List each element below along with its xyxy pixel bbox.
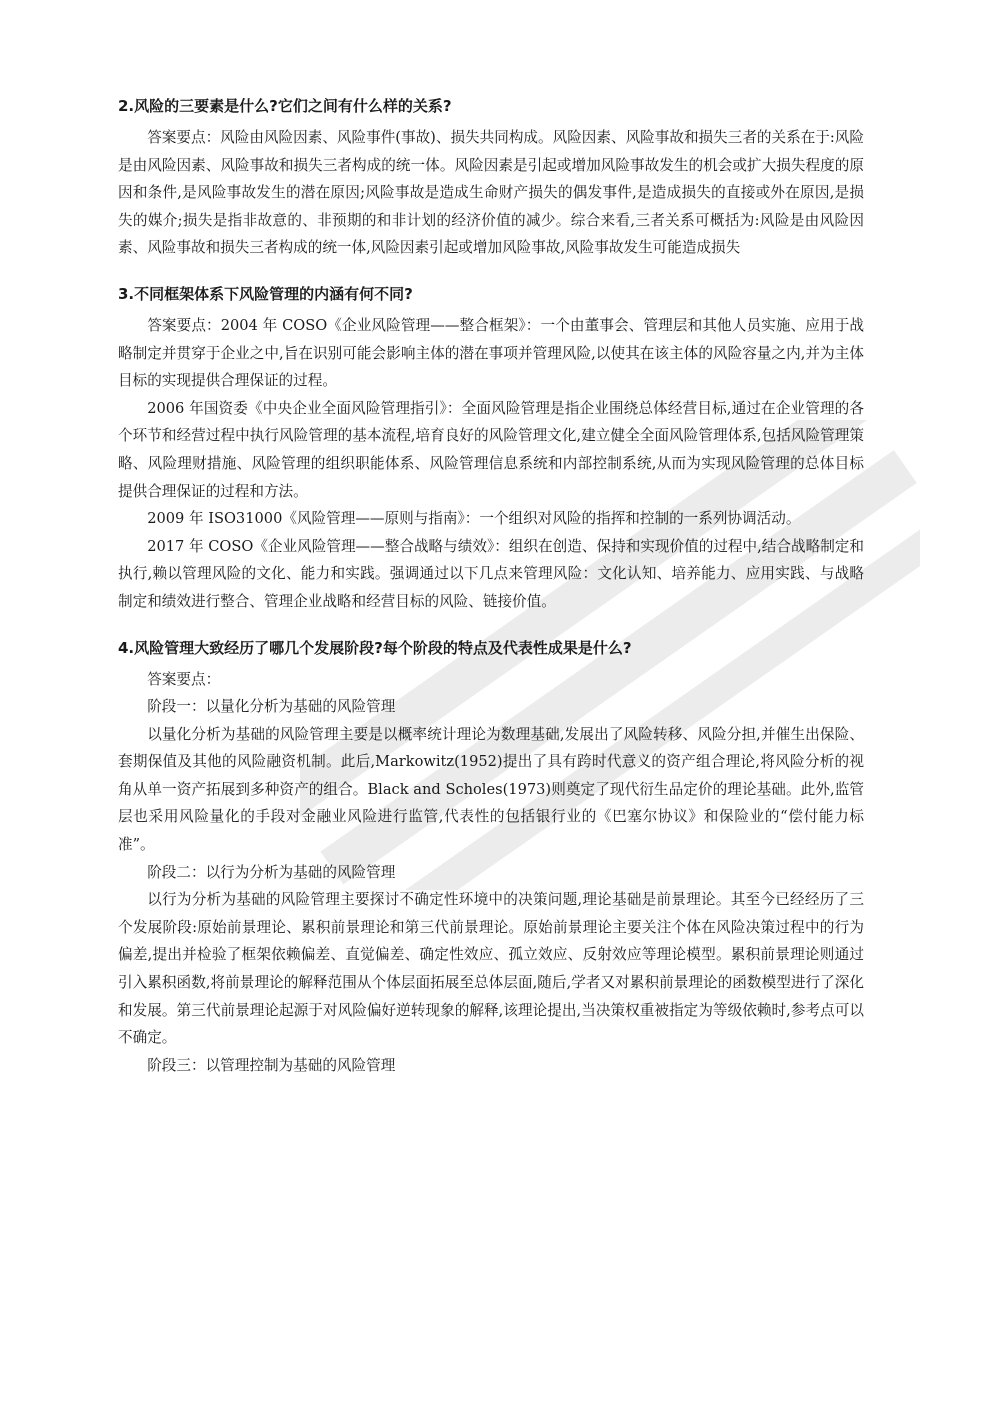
answer-paragraph: 答案要点： xyxy=(147,670,221,688)
answer-paragraph: 以行为分析为基础的风险管理主要探讨不确定性环境中的决策问题,理论基础是前景理论。其至今已经经历了三个发展阶段:原始前景理论、累积前景理论和第三代前景理论。原始前景理论主要关注个体在风险决策过程中的行为偏差,提出并检验了框架依赖偏差、直觉偏差、确定性效应、孤立效应、反射效应等理论模型。累积前景理论则通过引入累积函数,将前景理论的解释范围从个体层面拓展至总体层面,随后,学者又对累积前景理论的函数模型进行了深化和发展。第三代前景理论起源于对风险偏好逆转现象的解释,该理论提出,当决策权重被指定为等级依赖时,参考点可以不确定。 xyxy=(118,891,864,1047)
stage-heading: 阶段一：以量化分析为基础的风险管理 xyxy=(147,698,396,716)
stage-heading: 阶段二：以行为分析为基础的风险管理 xyxy=(147,863,396,881)
document-page xyxy=(118,92,864,1097)
question-title: 2.风险的三要素是什么?它们之间有什么样的关系? xyxy=(118,97,452,115)
answer-paragraph: 2017 年 COSO《企业风险管理——整合战略与绩效》：组织在创造、保持和实现价值的过程中,结合战略制定和执行,赖以管理风险的文化、能力和实践。强调通过以下几点来管理风险：文化认知、培养能力、应用实践、与战略制定和绩效进行整合、管理企业战略和经营目标的风险、链接价值。 xyxy=(118,537,864,610)
question-title: 4.风险管理大致经历了哪几个发展阶段?每个阶段的特点及代表性成果是什么? xyxy=(118,638,632,657)
question-2 xyxy=(118,92,864,262)
stage-heading: 阶段三：以管理控制为基础的风险管理 xyxy=(147,1056,396,1074)
answer-paragraph: 2006 年国资委《中央企业全面风险管理指引》：全面风险管理是指企业围绕总体经营目标,通过在企业管理的各个环节和经营过程中执行风险管理的基本流程,培育良好的风险管理文化,建立健全全面风险管理体系,包括风险管理策略、风险理财措施、风险管理的组织职能体系、风险管理信息系统和内部控制系统,从而为实现风险管理的总体目标提供合理保证的过程和方法。 xyxy=(118,399,864,500)
question-4 xyxy=(118,634,864,1080)
question-title: 3.不同框架体系下风险管理的内涵有何不同? xyxy=(118,284,413,303)
question-3 xyxy=(118,280,864,616)
answer-paragraph: 2009 年 ISO31000《风险管理——原则与指南》：一个组织对风险的指挥和控制的一系列协调活动。 xyxy=(147,510,801,528)
answer-paragraph: 以量化分析为基础的风险管理主要是以概率统计理论为数理基础,发展出了风险转移、风险分担,并催生出保险、套期保值及其他的风险融资机制。此后,Markowitz(1952)提出了具有跨时代意义的资产组合理论,将风险分析的视角从单一资产拓展到多种资产的组合。Black and Scholes(1973)则奠定了现代衍生品定价的理论基础。此外,监管层也采用风险量化的手段对金融业风险进行监管,代表性的包括银行业的《巴塞尔协议》和保险业的“偿付能力标准”。 xyxy=(118,725,864,854)
answer-paragraph: 答案要点：风险由风险因素、风险事件(事故)、损失共同构成。风险因素、风险事故和损失三者的关系在于:风险是由风险因素、风险事故和损失三者构成的统一体。风险因素是引起或增加风险事故发生的机会或扩大损失程度的原因和条件,是风险事故发生的潜在原因;风险事故是造成生命财产损失的偶发事件,是造成损失的直接或外在原因,是损失的媒介;损失是指非故意的、非预期的和非计划的经济价值的减少。综合来看,三者关系可概括为:风险是由风险因素、风险事故和损失三者构成的统一体,风险因素引起或增加风险事故,风险事故发生可能造成损失 xyxy=(118,129,864,257)
answer-paragraph: 答案要点：2004 年 COSO《企业风险管理——整合框架》：一个由董事会、管理层和其他人员实施、应用于战略制定并贯穿于企业之中,旨在识别可能会影响主体的潜在事项并管理风险,以使其在该主体的风险容量之内,并为主体目标的实现提供合理保证的过程。 xyxy=(118,316,864,390)
